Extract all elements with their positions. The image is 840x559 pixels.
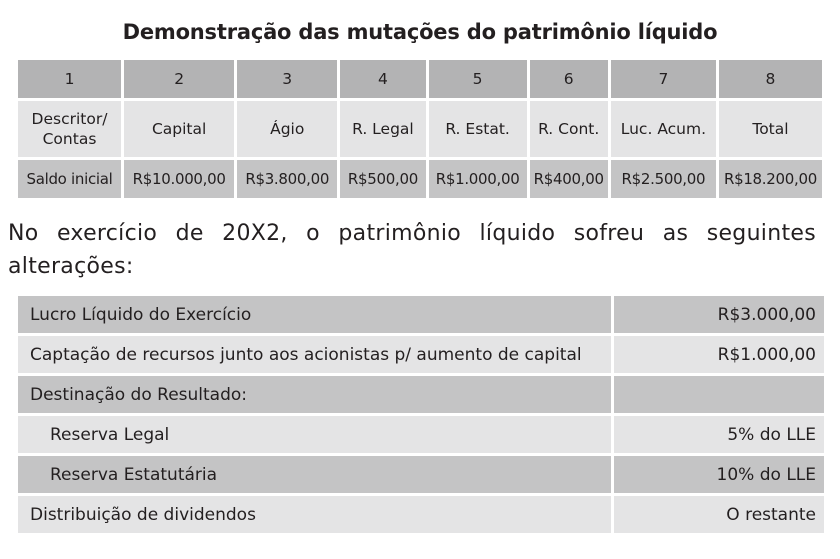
change-label: Reserva Estatutária [18, 456, 611, 493]
change-label: Reserva Legal [18, 416, 611, 453]
column-number: 4 [340, 60, 426, 98]
table-row [18, 296, 824, 333]
change-label: Captação de recursos junto aos acionistas p/ aumento de capital [18, 336, 611, 373]
column-header: R. Legal [340, 101, 426, 157]
column-header: R. Cont. [530, 101, 608, 157]
table-row [18, 160, 822, 198]
change-label: Distribuição de dividendos [18, 496, 611, 533]
table-row [18, 376, 824, 413]
column-number: 7 [611, 60, 716, 98]
column-header: Luc. Acum. [611, 101, 716, 157]
table-row [18, 336, 824, 373]
table-cell: R$1.000,00 [429, 160, 527, 198]
dmpl-table [15, 57, 825, 201]
table-row [18, 496, 824, 533]
change-label: Lucro Líquido do Exercício [18, 296, 611, 333]
header-descritor: Descritor/ Contas [31, 110, 108, 148]
column-header: Total [719, 101, 822, 157]
column-header: R. Estat. [429, 101, 527, 157]
column-number-row [18, 60, 822, 98]
intro-paragraph: No exercício de 20X2, o patrimônio líquido sofreu as seguintes alterações: [8, 221, 816, 279]
table-row [18, 456, 824, 493]
column-number: 8 [719, 60, 822, 98]
column-header-row [18, 101, 822, 157]
page-title: Demonstração das mutações do patrimônio líquido [122, 20, 718, 44]
change-label: Destinação do Resultado: [18, 376, 611, 413]
column-number: 2 [124, 60, 234, 98]
table-cell: R$10.000,00 [124, 160, 234, 198]
change-value: O restante [614, 496, 824, 533]
change-value: 5% do LLE [614, 416, 824, 453]
table-cell: R$18.200,00 [719, 160, 822, 198]
table-cell: Saldo inicial [18, 160, 121, 198]
table-cell: R$3.800,00 [237, 160, 337, 198]
table-row [18, 416, 824, 453]
column-header: Ágio [237, 101, 337, 157]
change-value [614, 376, 824, 413]
column-number: 1 [18, 60, 121, 98]
column-header [18, 101, 121, 157]
change-value: R$3.000,00 [614, 296, 824, 333]
table-cell: R$500,00 [340, 160, 426, 198]
column-number: 5 [429, 60, 527, 98]
change-value: R$1.000,00 [614, 336, 824, 373]
table-cell: R$400,00 [530, 160, 608, 198]
changes-table [15, 293, 827, 536]
table-cell: R$2.500,00 [611, 160, 716, 198]
column-header: Capital [124, 101, 234, 157]
column-number: 3 [237, 60, 337, 98]
column-number: 6 [530, 60, 608, 98]
change-value: 10% do LLE [614, 456, 824, 493]
